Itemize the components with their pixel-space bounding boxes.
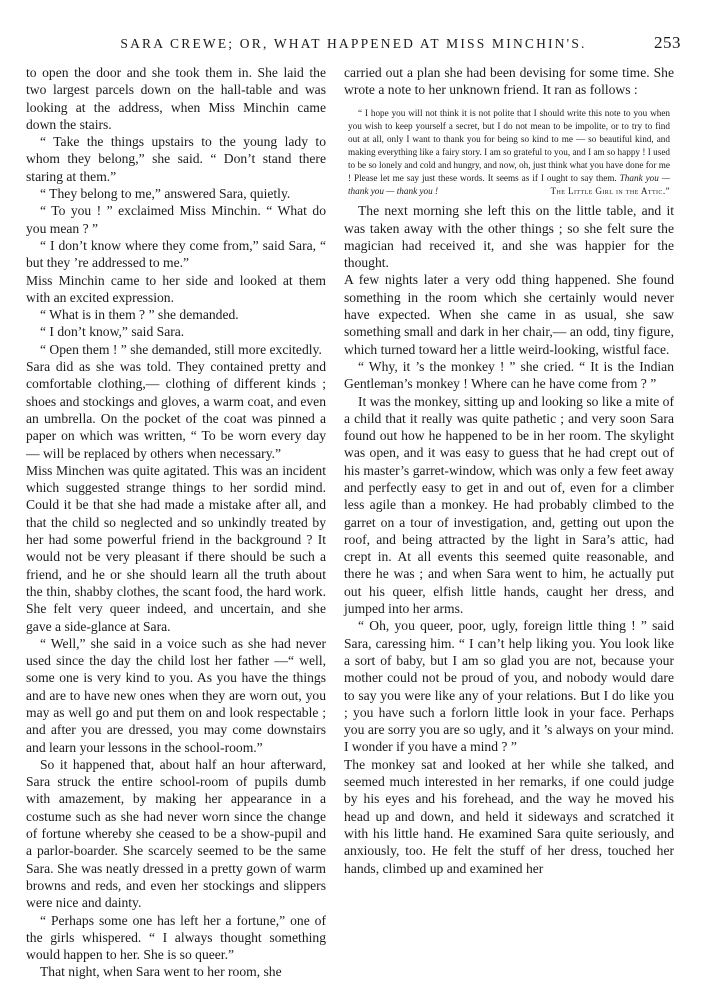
paragraph: Miss Minchen was quite agitated. This was an incident which suggested strange things to her sordid mind. Could it be that she had made a mistake after all, and that the child so neglected and so unkindly treated by her had some powerful friend in the background ? It would not be very pleasant if there should be such a friend, and he or she should learn all the truth about the thin, shabby clothes, the scant food, the hard work. She felt very queer indeed, and uncertain, and she gave a side-glance at Sara. (26, 462, 326, 634)
letter-signature: The Little Girl in the Attic.” (550, 186, 670, 197)
paragraph: It was the monkey, sitting up and looking so like a mite of a child that it really was quite pathetic ; and very soon Sara found out how he happened to be in her room. The skylight was open, and it was easy to guess that he had crept out of his master’s garret-window, which was only a few feet away and perfectly easy to get in and out of, even for a climber less agile than a monkey. He had probably climbed to the garret on a tour of investigation, and, getting out upon the roof, and being attracted by the light in Sara’s attic, had crept in. At all events this seemed quite reasonable, and there he was ; and when Sara went to him, he actually put out his queer, elfish little hands, caught her dress, and jumped into her arms. (344, 393, 674, 617)
left-column (26, 64, 326, 981)
paragraph: “ What is in them ? ” she demanded. (40, 307, 239, 323)
running-head (26, 33, 681, 56)
paragraph: “ Open them ! ” she demanded, still more excitedly. (40, 341, 322, 357)
quoted-letter (348, 107, 670, 199)
paragraph: A few nights later a very odd thing happened. She found something in the room which she certainly would never have expected. When she came in as usual, she saw something small and dark in her chair,— an odd, tiny figure, which turned toward her a little weird-looking, wistful face. (344, 272, 674, 357)
paragraph: “ I don’t know,” said Sara. (40, 324, 185, 340)
paragraph: “ Take the things upstairs to the young lady to whom they belong,” she said. “ Don’t stand there staring at them.” (26, 134, 326, 184)
paragraph: The monkey sat and looked at her while she talked, and seemed much interested in her remarks, if one could judge by his eyes and his forehead, and the way he moved his head up and down, and held it sideways and scratched it with his little hand. He examined Sara quite seriously, and anxiously, too. He felt the stuff of her dress, touched her hands, climbed up and examined her (344, 756, 674, 876)
paragraph: “ Well,” she said in a voice such as she had never used since the day the child lost her father —“ well, some one is very kind to you. As you have the things and are to have new ones when they are worn out, you may as well go and put them on and look respectable ; and after you are dressed, you may come downstairs and learn your lessons in the school-room.” (26, 635, 326, 755)
paragraph: That night, when Sara went to her room, she (40, 964, 282, 980)
paragraph: The next morning she left this on the little table, and it was taken away with the other things ; so she felt sure the magician had received it, and she was happier for the thought. (344, 203, 674, 271)
paragraph: to open the door and she took them in. She laid the two largest parcels down on the hall-table and was looking at the address, when Miss Minchin came down the stairs. (26, 65, 326, 132)
paragraph: Miss Minchin came to her side and looked at them with an excited expression. (26, 272, 326, 305)
paragraph: “ Perhaps some one has left her a fortune,” one of the girls whispered. “ I always thought something would happen to her. She is so queer.” (26, 912, 326, 963)
paragraph: “ To you ! ” exclaimed Miss Minchin. “ What do you mean ? ” (26, 203, 326, 236)
page-number: 253 (654, 33, 681, 52)
paragraph: “ They belong to me,” answered Sara, quietly. (40, 186, 291, 202)
paragraph: So it happened that, about half an hour afterward, Sara struck the entire school-room of pupils dumb with amazement, by making her appearance in a costume such as she had never worn since the change of fortune whereby she ceased to be a show-pupil and a parlor-boarder. She scarcely seemed to be the same Sara. She was neatly dressed in a pretty gown of warm browns and reds, and even her stockings and slippers were nice and dainty. (26, 756, 326, 911)
right-column (344, 64, 674, 877)
paragraph: “ Oh, you queer, poor, ugly, foreign little thing ! ” said Sara, caressing him. “ I can’t help liking you. You look like a sort of baby, but I am so glad you are not, because your mother could not be proud of you, and nobody would dare to say you were like any of your relations. But I do like you ; you have such a forlorn little look in your face. Perhaps you are sorry you are so ugly, and it ’s always on your mind. I wonder if you have a mind ? ” (344, 618, 674, 755)
paragraph: carried out a plan she had been devising for some time. She wrote a note to her unknown friend. It ran as follows : (344, 65, 674, 98)
letter-body: “ I hope you will not think it is not polite that I should write this note to you when you wish to keep yourself a secret, but I do not mean to be impolite, or to try to find out at all, only I want to thank you for being so kind to me — so beautiful kind, and making everything like a fairy story. I am so grateful to you, and I am so happy ! I used to be so lonely and cold and hungry, and now, oh, just think what you have done for me ! Please let me say just these words. It seems as if I ought to say them. (348, 107, 670, 184)
paragraph: Sara did as she was told. They contained pretty and comfortable clothing,— clothing of different kinds ; shoes and stockings and gloves, a warm coat, and even an umbrella. On the pocket of the coat was pinned a paper on which was written, “ To be worn every day — will be replaced by others when necessary.” (26, 359, 326, 461)
running-head-title: SARA CREWE; OR, WHAT HAPPENED AT MISS MINCHIN'S. (120, 36, 587, 51)
letter-closing: Thank you — thank you — thank you ! (348, 173, 670, 197)
paragraph: “ I don’t know where they come from,” said Sara, “ but they ’re addressed to me.” (26, 237, 326, 271)
paragraph: “ Why, it ’s the monkey ! ” she cried. “ It is the Indian Gentleman’s monkey ! Where can he have come from ? ” (344, 358, 674, 392)
